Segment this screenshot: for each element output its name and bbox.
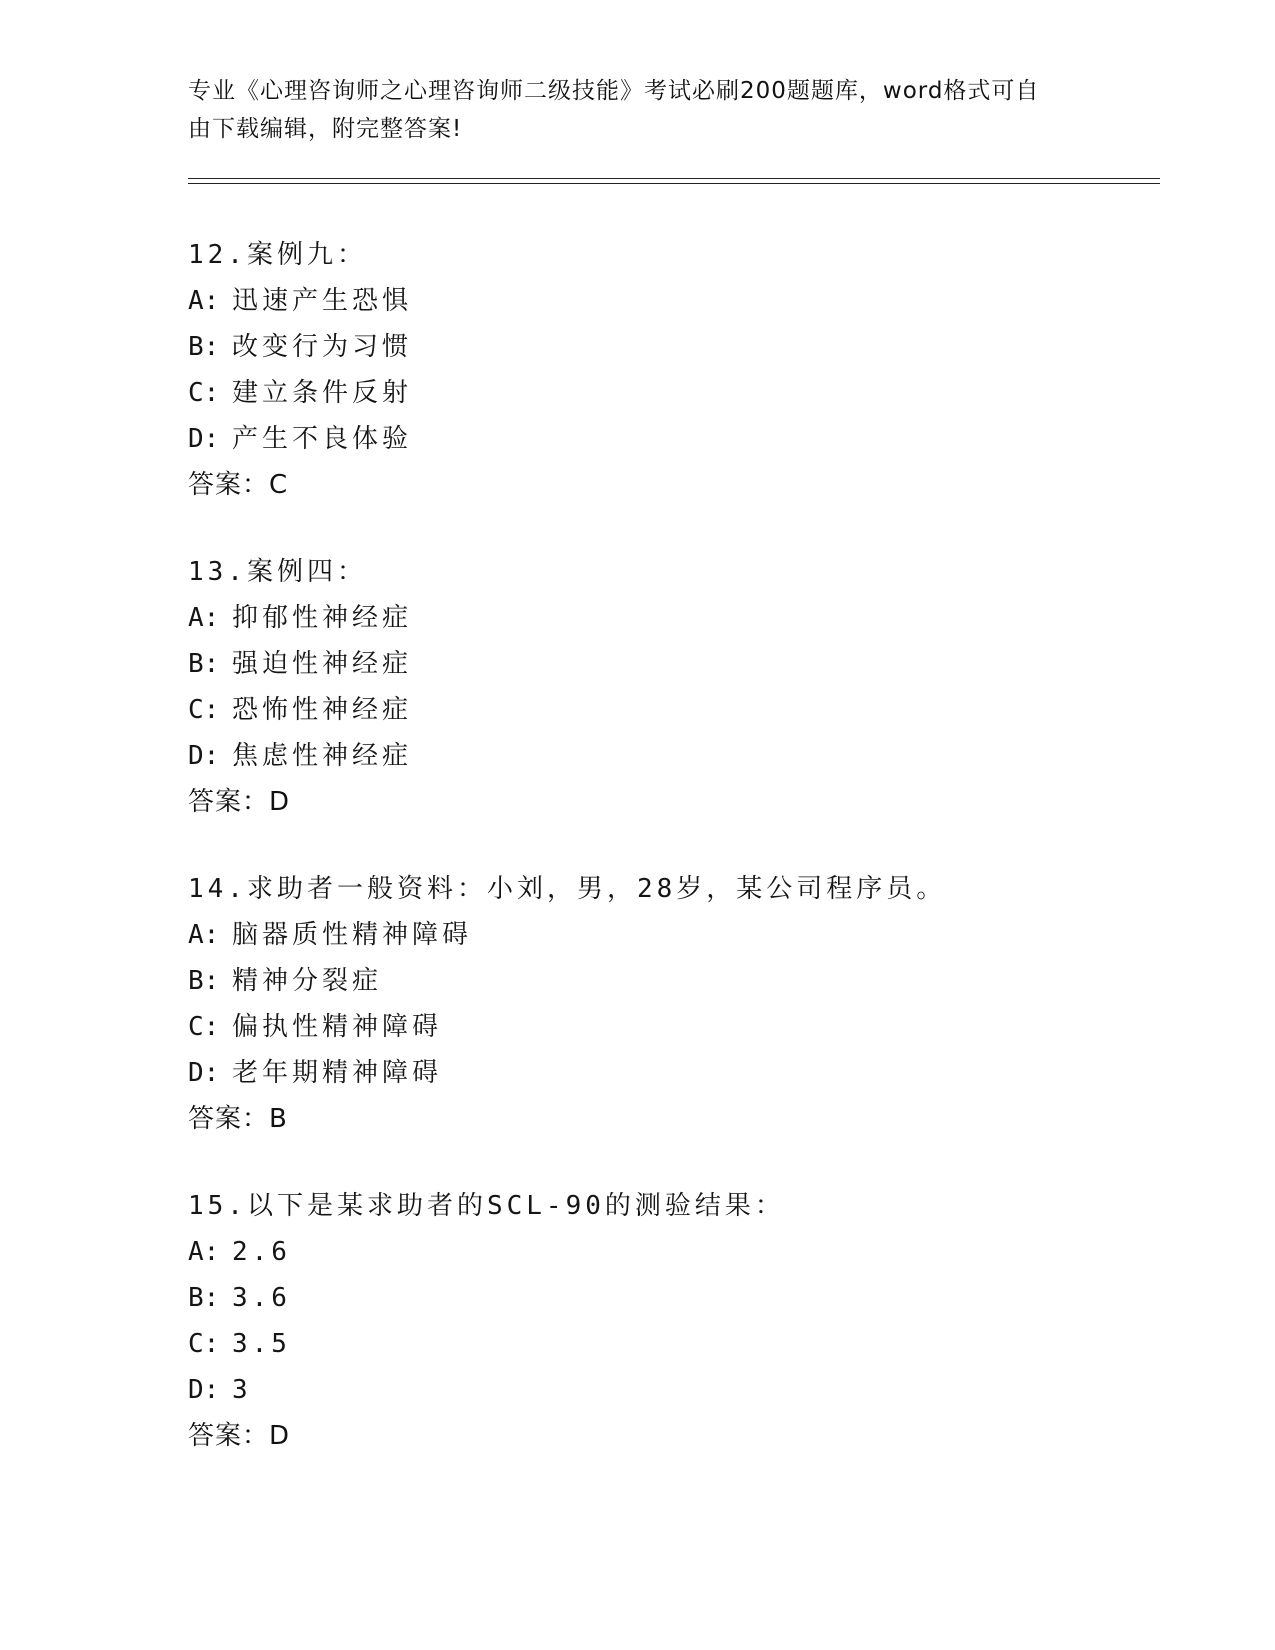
- question-14: [188, 866, 1188, 1142]
- answer: 答案：C: [188, 470, 289, 500]
- option-text: 建立条件反射: [232, 378, 413, 408]
- answer: 答案：D: [188, 1421, 291, 1451]
- option-d: [188, 733, 1188, 779]
- question-title: 15.以下是某求助者的SCL-90的测验结果：: [188, 1191, 785, 1221]
- option-text: 3.6: [232, 1283, 291, 1313]
- option-text: 偏执性精神障碍: [232, 1012, 443, 1042]
- option-letter: B:: [188, 966, 220, 996]
- answer: 答案：D: [188, 787, 291, 817]
- option-letter: D:: [188, 424, 220, 454]
- option-letter: D:: [188, 1058, 220, 1088]
- option-a: [188, 278, 1188, 324]
- question-title: 13.案例四：: [188, 557, 367, 587]
- option-c: [188, 687, 1188, 733]
- option-d: [188, 1050, 1188, 1096]
- option-text: 焦虑性神经症: [232, 741, 413, 771]
- option-letter: B:: [188, 1283, 220, 1313]
- option-c: [188, 1004, 1188, 1050]
- option-letter: C:: [188, 378, 220, 408]
- option-d: [188, 1367, 1188, 1413]
- question-13: [188, 549, 1188, 825]
- option-a: [188, 1229, 1188, 1275]
- option-b: [188, 1275, 1188, 1321]
- option-text: 老年期精神障碍: [232, 1058, 443, 1088]
- option-letter: A:: [188, 1237, 220, 1267]
- option-b: [188, 958, 1188, 1004]
- option-letter: B:: [188, 649, 220, 679]
- document-header: [188, 72, 1068, 148]
- option-text: 产生不良体验: [232, 424, 413, 454]
- header-divider-bottom: [188, 183, 1160, 184]
- option-letter: D:: [188, 1375, 220, 1405]
- option-text: 3: [232, 1375, 252, 1405]
- question-15: [188, 1183, 1188, 1459]
- option-letter: A:: [188, 603, 220, 633]
- option-c: [188, 370, 1188, 416]
- option-letter: C:: [188, 1329, 220, 1359]
- option-letter: A:: [188, 286, 220, 316]
- option-d: [188, 416, 1188, 462]
- option-letter: B:: [188, 332, 220, 362]
- header-text-line-2: 由下载编辑，附完整答案!: [188, 116, 463, 142]
- option-text: 改变行为习惯: [232, 332, 413, 362]
- header-text-line-1: 专业《心理咨询师之心理咨询师二级技能》考试必刷200题题库，word格式可自: [188, 78, 1040, 104]
- option-text: 精神分裂症: [232, 966, 383, 996]
- option-letter: A:: [188, 920, 220, 950]
- question-12: [188, 232, 1188, 508]
- option-a: [188, 595, 1188, 641]
- header-divider-top: [188, 178, 1160, 179]
- option-text: 恐怖性神经症: [232, 695, 413, 725]
- option-text: 抑郁性神经症: [232, 603, 413, 633]
- question-title: 14.求助者一般资料：小刘，男，28岁，某公司程序员。: [188, 874, 947, 904]
- option-letter: D:: [188, 741, 220, 771]
- answer: 答案：B: [188, 1104, 288, 1134]
- option-letter: C:: [188, 695, 220, 725]
- option-letter: C:: [188, 1012, 220, 1042]
- option-text: 3.5: [232, 1329, 291, 1359]
- option-text: 2.6: [232, 1237, 291, 1267]
- option-text: 脑器质性精神障碍: [232, 920, 473, 950]
- option-b: [188, 641, 1188, 687]
- option-text: 强迫性神经症: [232, 649, 413, 679]
- option-c: [188, 1321, 1188, 1367]
- option-a: [188, 912, 1188, 958]
- question-title: 12.案例九：: [188, 240, 367, 270]
- option-text: 迅速产生恐惧: [232, 286, 413, 316]
- option-b: [188, 324, 1188, 370]
